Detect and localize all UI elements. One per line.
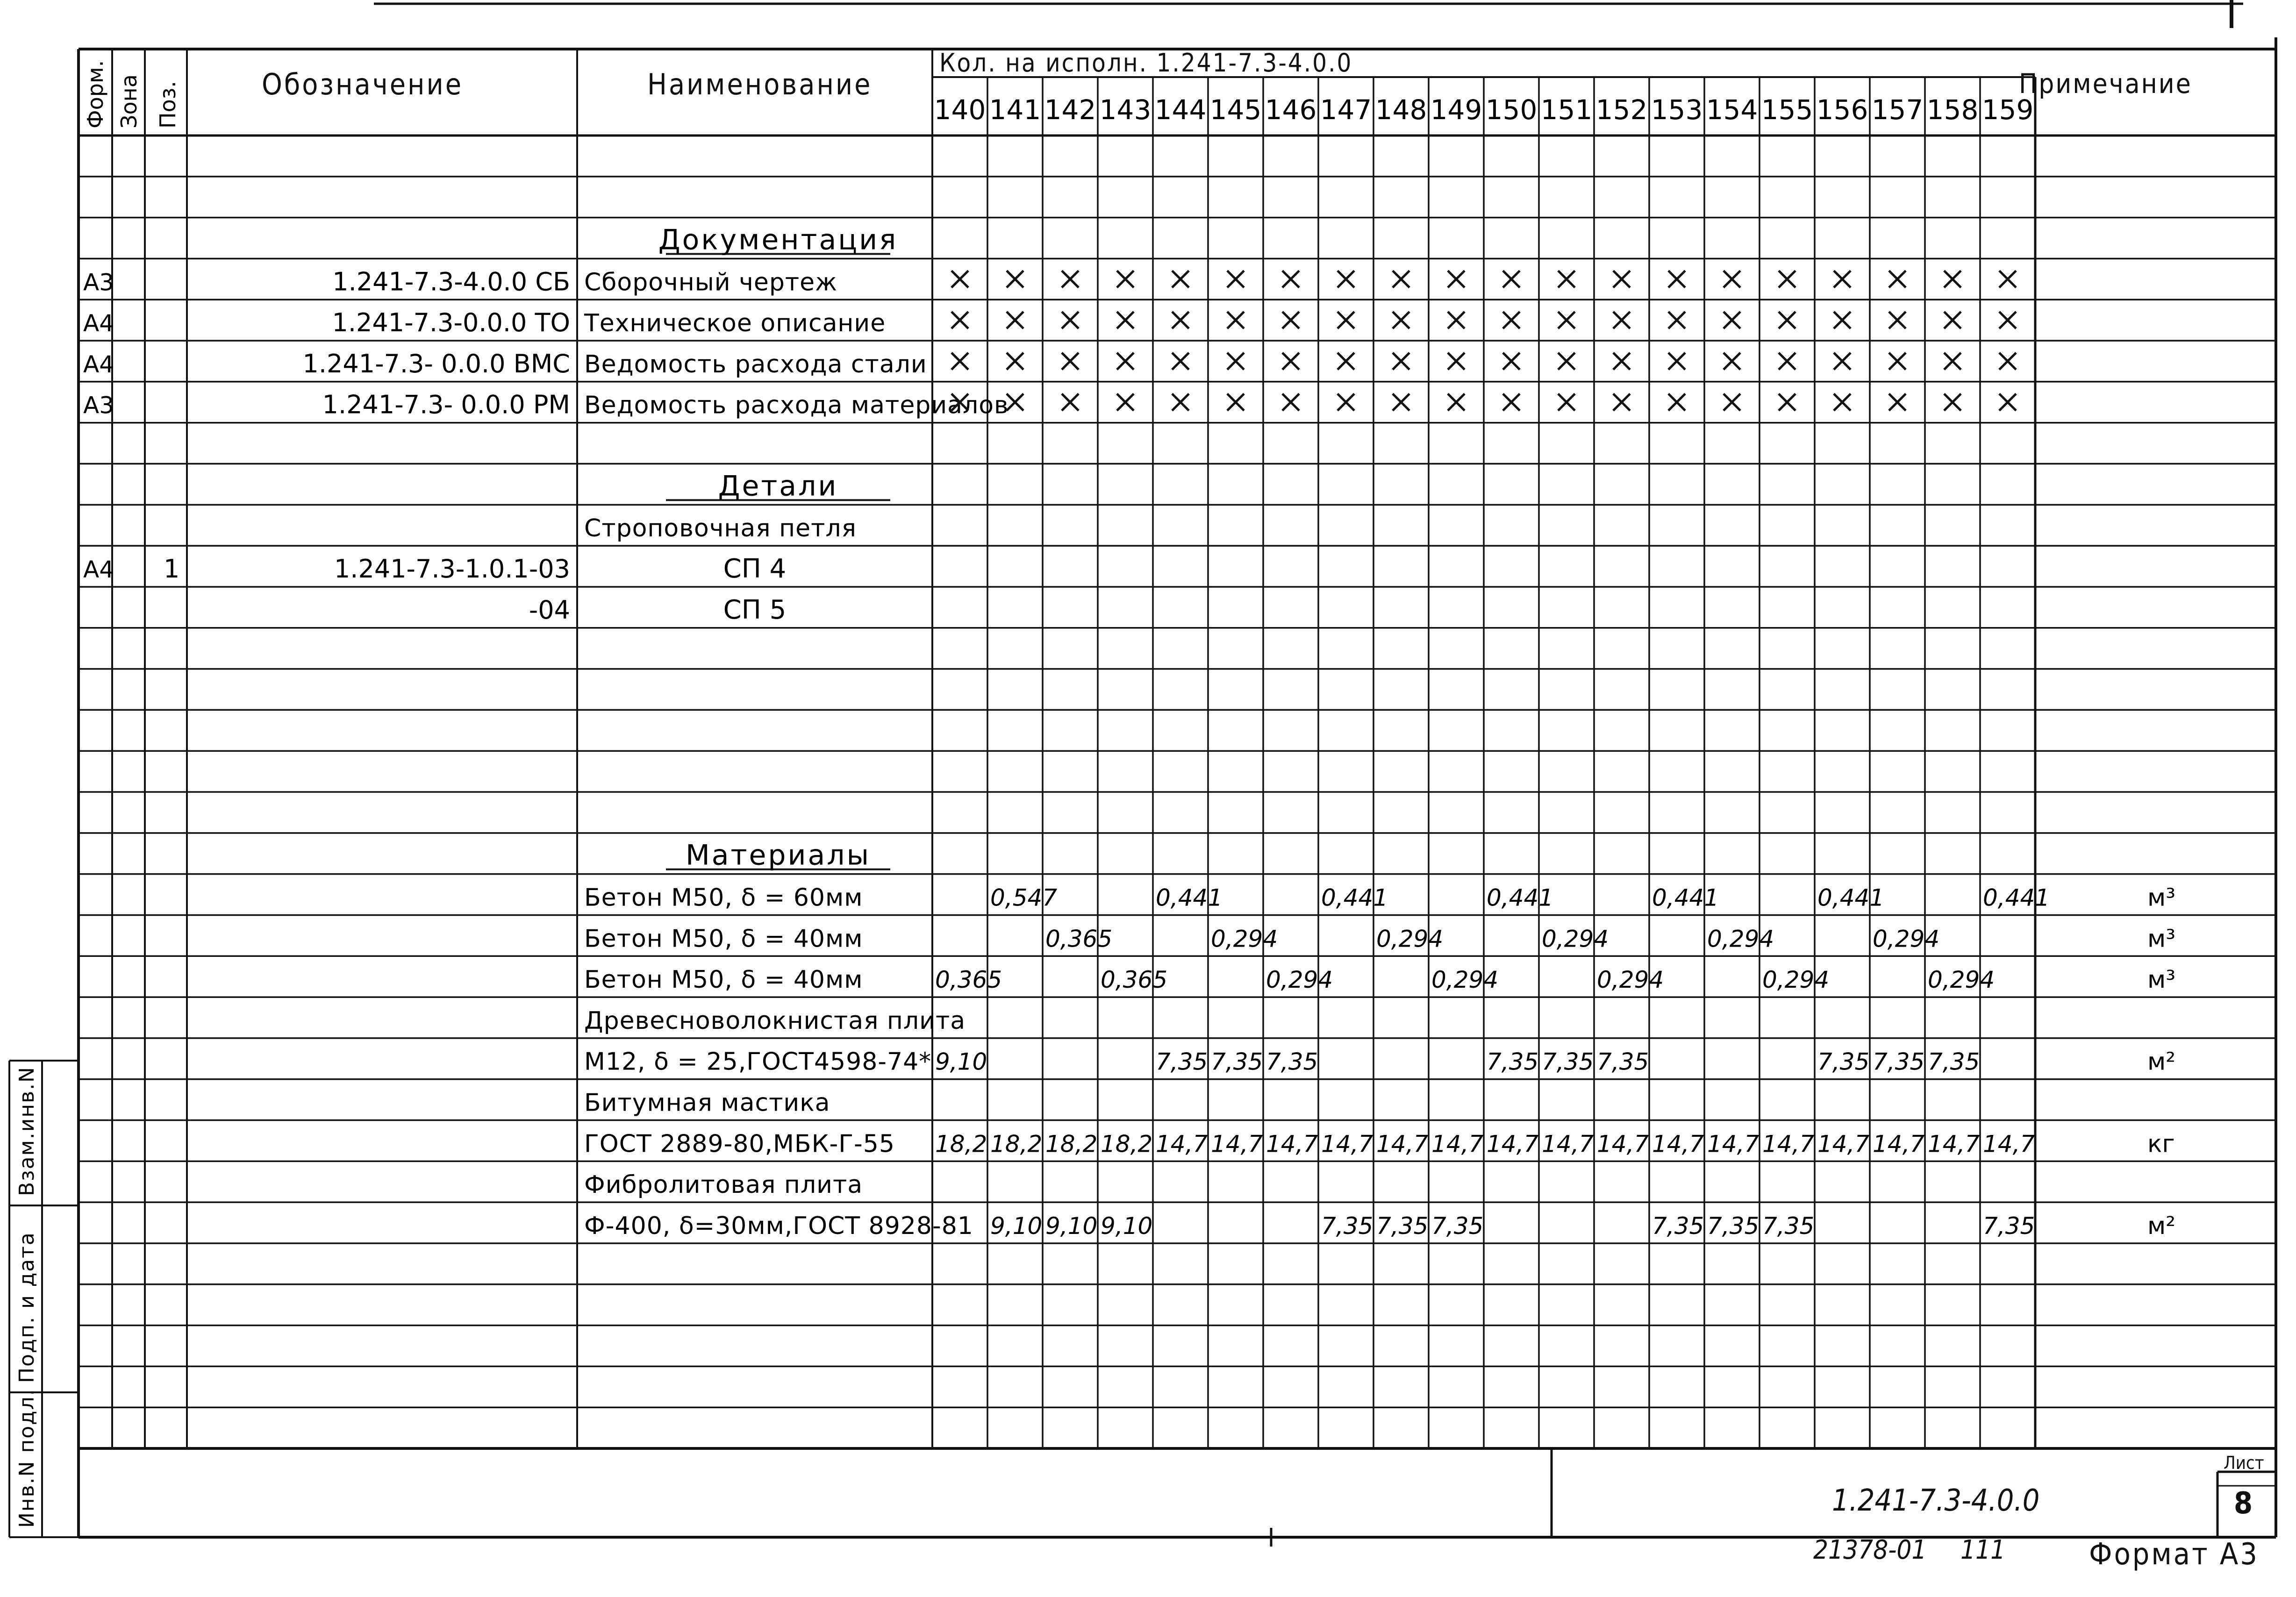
qty-value: 14,7 — [1652, 1130, 1704, 1158]
row-form: А3 — [83, 392, 114, 419]
qty-value: 0,294 — [1762, 966, 1830, 994]
footer-copy: 111 — [1960, 1535, 2006, 1565]
header-variant-159: 159 — [1981, 94, 2034, 126]
included-mark — [1834, 394, 1851, 411]
row-name: СП 5 — [723, 594, 787, 625]
header-variant-152: 152 — [1595, 94, 1648, 126]
qty-value: 7,35 — [1266, 1048, 1318, 1076]
qty-value: 0,294 — [1707, 925, 1774, 953]
included-mark — [1227, 353, 1244, 370]
included-mark — [1448, 353, 1465, 370]
included-mark — [951, 312, 968, 328]
included-mark — [1282, 312, 1299, 328]
row-note: м³ — [2147, 966, 2176, 994]
included-mark — [1503, 271, 1520, 287]
header-variant-140: 140 — [934, 94, 986, 126]
side-label-sign: Подп. и дата — [15, 1232, 39, 1383]
row-designation: -04 — [529, 595, 570, 625]
header-variant-147: 147 — [1320, 94, 1372, 126]
qty-value: 7,35 — [1928, 1048, 1980, 1076]
included-mark — [1999, 312, 2016, 328]
row-form: А3 — [83, 269, 114, 296]
row-designation: 1.241-7.3- 0.0.0 РМ — [322, 390, 570, 420]
row-form: А4 — [83, 350, 114, 378]
qty-value: 14,7 — [1156, 1130, 1208, 1158]
included-mark — [1613, 312, 1630, 328]
qty-value: 18,2 — [1101, 1130, 1153, 1158]
included-mark — [1338, 271, 1354, 287]
included-mark — [1944, 353, 1961, 370]
qty-value: 18,2 — [990, 1130, 1043, 1158]
qty-value: 0,294 — [1376, 925, 1444, 953]
header-variant-145: 145 — [1209, 94, 1262, 126]
included-mark — [1889, 271, 1906, 287]
included-mark — [1944, 271, 1961, 287]
qty-value: 7,35 — [1156, 1048, 1208, 1076]
included-mark — [1282, 353, 1299, 370]
row-name: Бетон М50, δ = 60мм — [584, 884, 863, 912]
qty-value: 14,7 — [1762, 1130, 1815, 1158]
row-name: Битумная мастика — [584, 1089, 830, 1117]
qty-value: 0,441 — [1652, 884, 1719, 912]
row-name: Фибролитовая плита — [584, 1171, 863, 1199]
qty-value: 18,2 — [935, 1130, 987, 1158]
row-name: Ведомость расхода стали — [584, 350, 927, 378]
qty-value: 14,7 — [1542, 1130, 1594, 1158]
header-variant-144: 144 — [1154, 94, 1207, 126]
header-name: Наименование — [647, 67, 873, 101]
included-mark — [1779, 271, 1795, 287]
qty-value: 9,10 — [1101, 1212, 1153, 1240]
included-mark — [1889, 394, 1906, 411]
included-mark — [1172, 312, 1189, 328]
row-form: А4 — [83, 310, 114, 337]
header-variant-151: 151 — [1540, 94, 1593, 126]
qty-value: 0,365 — [1101, 966, 1168, 994]
included-mark — [1613, 271, 1630, 287]
qty-value: 7,35 — [1652, 1212, 1704, 1240]
included-mark — [1668, 353, 1685, 370]
included-mark — [1172, 394, 1189, 411]
qty-value: 14,7 — [1321, 1130, 1373, 1158]
title-block-sheet-number: 8 — [2234, 1486, 2253, 1521]
included-mark — [1007, 271, 1023, 287]
qty-value: 0,294 — [1873, 925, 1940, 953]
qty-value: 7,35 — [1321, 1212, 1373, 1240]
included-mark — [1448, 394, 1465, 411]
qty-value: 9,10 — [1045, 1212, 1098, 1240]
header-variant-157: 157 — [1871, 94, 1924, 126]
qty-value: 0,294 — [1431, 966, 1499, 994]
row-name: М12, δ = 25,ГОСТ4598-74* — [584, 1048, 932, 1076]
header-variant-156: 156 — [1816, 94, 1868, 126]
title-block-sheet-label: Лист — [2224, 1453, 2264, 1473]
row-designation: 1.241-7.3-1.0.1-03 — [334, 554, 570, 584]
header-variant-150: 150 — [1485, 94, 1538, 126]
qty-value: 14,7 — [1266, 1130, 1318, 1158]
included-mark — [1834, 271, 1851, 287]
qty-value: 7,35 — [1707, 1212, 1760, 1240]
included-mark — [1724, 353, 1740, 370]
header-variant-142: 142 — [1044, 94, 1096, 126]
included-mark — [1227, 271, 1244, 287]
qty-value: 7,35 — [1983, 1212, 2035, 1240]
included-mark — [1724, 312, 1740, 328]
header-variant-143: 143 — [1099, 94, 1152, 126]
header-variant-155: 155 — [1761, 94, 1813, 126]
row-note: м³ — [2147, 884, 2176, 912]
row-name: СП 4 — [723, 553, 787, 584]
included-mark — [1338, 353, 1354, 370]
included-mark — [1117, 353, 1134, 370]
qty-value: 7,35 — [1487, 1048, 1539, 1076]
qty-value: 18,2 — [1045, 1130, 1098, 1158]
included-mark — [1393, 312, 1409, 328]
included-mark — [1999, 394, 2016, 411]
qty-value: 14,7 — [1431, 1130, 1484, 1158]
row-note: м² — [2147, 1212, 2176, 1240]
title-block-code: 1.241-7.3-4.0.0 — [1832, 1483, 2040, 1518]
row-name: Бетон М50, δ = 40мм — [584, 966, 863, 994]
header-variant-149: 149 — [1430, 94, 1482, 126]
included-mark — [1613, 394, 1630, 411]
header-variant-154: 154 — [1706, 94, 1758, 126]
row-designation: 1.241-7.3-4.0.0 СБ — [332, 267, 570, 297]
included-mark — [1117, 394, 1134, 411]
included-mark — [1503, 312, 1520, 328]
included-mark — [1834, 353, 1851, 370]
included-mark — [1448, 312, 1465, 328]
included-mark — [1668, 312, 1685, 328]
qty-value: 0,294 — [1928, 966, 1995, 994]
included-mark — [1448, 271, 1465, 287]
qty-value: 7,35 — [1431, 1212, 1484, 1240]
included-mark — [951, 271, 968, 287]
included-mark — [1062, 271, 1079, 287]
included-mark — [1944, 312, 1961, 328]
row-form: А4 — [83, 556, 114, 583]
header-variant-148: 148 — [1375, 94, 1427, 126]
header-variant-146: 146 — [1265, 94, 1317, 126]
row-pos: 1 — [164, 554, 180, 584]
row-name: Ф-400, δ=30мм,ГОСТ 8928-81 — [584, 1212, 973, 1240]
qty-value: 14,7 — [1817, 1130, 1870, 1158]
included-mark — [1999, 353, 2016, 370]
qty-value: 14,7 — [1487, 1130, 1539, 1158]
qty-value: 0,294 — [1542, 925, 1609, 953]
qty-value: 14,7 — [1983, 1130, 2035, 1158]
included-mark — [1062, 394, 1079, 411]
included-mark — [1007, 394, 1023, 411]
included-mark — [1393, 353, 1409, 370]
included-mark — [1558, 271, 1575, 287]
qty-value: 7,35 — [1762, 1212, 1815, 1240]
qty-value: 14,7 — [1211, 1130, 1263, 1158]
included-mark — [1668, 394, 1685, 411]
included-mark — [1338, 312, 1354, 328]
included-mark — [1393, 271, 1409, 287]
header-designation: Обозначение — [262, 67, 464, 101]
included-mark — [1007, 312, 1023, 328]
section-title: Документация — [658, 223, 898, 257]
qty-value: 7,35 — [1873, 1048, 1925, 1076]
header-pos: Поз. — [155, 81, 180, 128]
qty-value: 0,294 — [1266, 966, 1333, 994]
included-mark — [1834, 312, 1851, 328]
qty-value: 0,365 — [1045, 925, 1113, 953]
qty-value: 14,7 — [1873, 1130, 1925, 1158]
included-mark — [1668, 271, 1685, 287]
qty-value: 0,294 — [1211, 925, 1278, 953]
included-mark — [1724, 271, 1740, 287]
included-mark — [1558, 312, 1575, 328]
included-mark — [1558, 353, 1575, 370]
included-mark — [1613, 353, 1630, 370]
qty-value: 0,441 — [1156, 884, 1223, 912]
included-mark — [1724, 394, 1740, 411]
row-name: Строповочная петля — [584, 514, 857, 543]
row-name: Техническое описание — [584, 309, 886, 338]
included-mark — [1227, 394, 1244, 411]
row-note: кг — [2147, 1130, 2175, 1158]
included-mark — [1338, 394, 1354, 411]
included-mark — [1007, 353, 1023, 370]
row-name: ГОСТ 2889-80,МБК-Г-55 — [584, 1130, 895, 1158]
qty-value: 0,441 — [1321, 884, 1388, 912]
row-name: Бетон М50, δ = 40мм — [584, 925, 863, 953]
header-form: Форм. — [83, 60, 108, 128]
included-mark — [1503, 353, 1520, 370]
qty-value: 7,35 — [1376, 1212, 1429, 1240]
included-mark — [1779, 312, 1795, 328]
qty-value: 0,547 — [990, 884, 1058, 912]
included-mark — [1062, 312, 1079, 328]
included-mark — [1779, 394, 1795, 411]
included-mark — [1889, 312, 1906, 328]
qty-value: 7,35 — [1597, 1048, 1649, 1076]
included-mark — [1999, 271, 2016, 287]
qty-value: 9,10 — [990, 1212, 1043, 1240]
included-mark — [1117, 271, 1134, 287]
included-mark — [1282, 271, 1299, 287]
included-mark — [1172, 271, 1189, 287]
qty-value: 14,7 — [1928, 1130, 1980, 1158]
header-variant-153: 153 — [1651, 94, 1703, 126]
row-name: Древесноволокнистая плита — [584, 1006, 966, 1035]
row-note: м³ — [2147, 925, 2176, 953]
included-mark — [1172, 353, 1189, 370]
included-mark — [1227, 312, 1244, 328]
side-label-inv: Инв.N подл. — [15, 1388, 39, 1528]
included-mark — [1779, 353, 1795, 370]
side-label-replace: Взам.инв.N — [15, 1066, 39, 1196]
row-name: Ведомость расхода материалов — [584, 391, 1009, 420]
qty-value: 0,441 — [1983, 884, 2050, 912]
included-mark — [1558, 394, 1575, 411]
qty-value: 7,35 — [1542, 1048, 1594, 1076]
header-variant-141: 141 — [989, 94, 1041, 126]
row-designation: 1.241-7.3-0.0.0 ТО — [332, 308, 570, 338]
qty-value: 14,7 — [1376, 1130, 1429, 1158]
footer-number: 21378-01 — [1813, 1535, 1927, 1565]
included-mark — [951, 353, 968, 370]
section-title: Детали — [718, 470, 838, 503]
qty-value: 14,7 — [1597, 1130, 1649, 1158]
included-mark — [1393, 394, 1409, 411]
qty-value: 9,10 — [935, 1048, 987, 1076]
header-qty-group: Кол. на исполн. 1.241-7.3-4.0.0 — [939, 48, 1353, 78]
included-mark — [1889, 353, 1906, 370]
header-zone: Зона — [116, 74, 142, 128]
qty-value: 14,7 — [1707, 1130, 1760, 1158]
qty-value: 0,294 — [1597, 966, 1664, 994]
qty-value: 0,441 — [1487, 884, 1554, 912]
included-mark — [1944, 394, 1961, 411]
row-note: м² — [2147, 1048, 2176, 1076]
row-designation: 1.241-7.3- 0.0.0 ВМС — [302, 349, 570, 378]
header-variant-158: 158 — [1926, 94, 1979, 126]
header-note: Примечание — [2019, 68, 2192, 100]
included-mark — [1117, 312, 1134, 328]
section-title: Материалы — [686, 839, 871, 872]
included-mark — [1282, 394, 1299, 411]
qty-value: 0,441 — [1817, 884, 1885, 912]
included-mark — [1503, 394, 1520, 411]
footer-format: Формат А3 — [2089, 1537, 2259, 1572]
row-name: Сборочный чертеж — [584, 268, 837, 297]
qty-value: 7,35 — [1817, 1048, 1870, 1076]
included-mark — [1062, 353, 1079, 370]
qty-value: 7,35 — [1211, 1048, 1263, 1076]
qty-value: 0,365 — [935, 966, 1002, 994]
